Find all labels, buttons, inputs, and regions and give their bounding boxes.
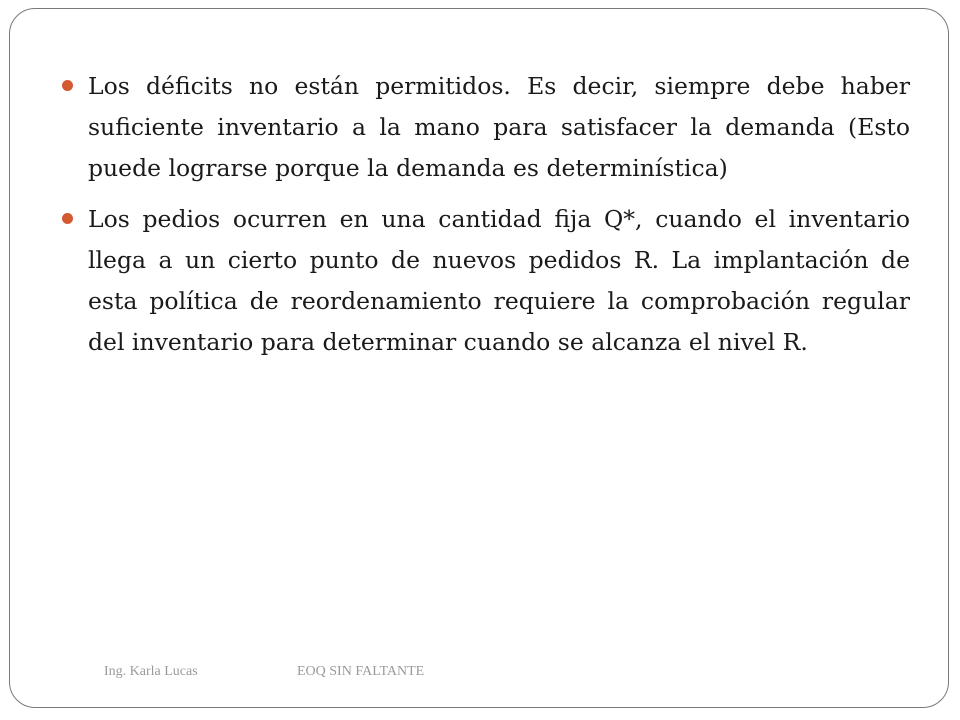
bullet-item-pedidos: [62, 199, 910, 363]
bullet-text: Los pedios ocurren en una cantidad fija Q*, cuando el inventario llega a un cierto punto de nuevos pedidos R. La implantación de esta política de reordenamiento requiere la comprobación regular del inventario para determinar cuando se alcanza el nivel R.: [88, 205, 910, 356]
footer-author: Ing. Karla Lucas: [104, 664, 198, 679]
bullet-text: Los déficits no están permitidos. Es decir, siempre debe haber suficiente inventario a la mano para satisfacer la demanda (Esto puede lograrse porque la demanda es determinística): [88, 72, 910, 182]
bullet-dot-icon: [62, 80, 73, 91]
slide-content: [62, 66, 910, 373]
footer-title: EOQ SIN FALTANTE: [297, 664, 425, 679]
bullet-dot-icon: [62, 213, 73, 224]
bullet-item-deficits: [62, 66, 910, 189]
